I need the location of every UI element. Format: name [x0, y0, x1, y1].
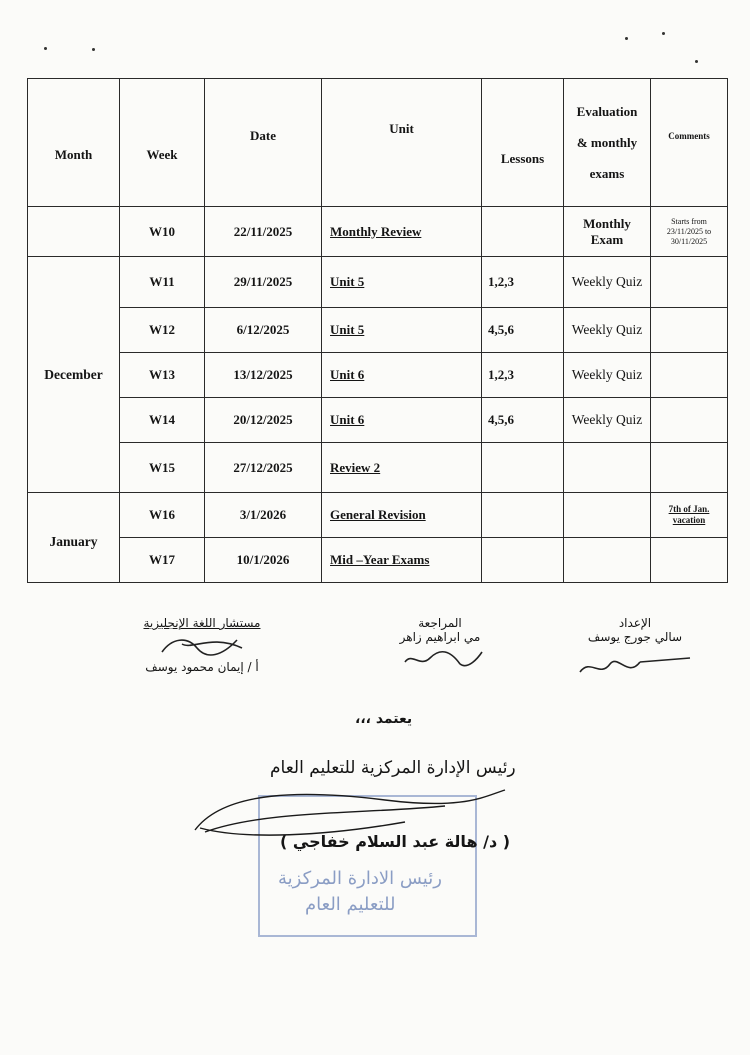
header-evaluation — [564, 79, 651, 207]
scan-speck — [92, 48, 95, 51]
header-evaluation-line3: exams — [589, 166, 625, 181]
cell-unit: Mid –Year Exams — [322, 538, 482, 583]
cell-week: W15 — [120, 443, 205, 493]
cell-lessons — [482, 207, 564, 257]
cell-lessons — [482, 443, 564, 493]
cell-unit: Unit 5 — [322, 308, 482, 353]
header-evaluation-line1: Evaluation — [576, 104, 638, 119]
reviewer-title: المراجعة — [418, 616, 462, 630]
header-month: Month — [28, 79, 120, 207]
preparer-name: سالي جورج يوسف — [587, 630, 683, 644]
cell-date: 3/1/2026 — [205, 493, 322, 538]
cell-date: 13/12/2025 — [205, 353, 322, 398]
table-row — [28, 257, 728, 308]
cell-lessons: 1,2,3 — [482, 353, 564, 398]
table-row — [28, 398, 728, 443]
cell-evaluation — [564, 538, 651, 583]
cell-evaluation: Weekly Quiz — [564, 257, 651, 308]
cell-week: W12 — [120, 308, 205, 353]
cell-week: W10 — [120, 207, 205, 257]
cell-lessons: 1,2,3 — [482, 257, 564, 308]
scan-speck — [625, 37, 628, 40]
cell-week: W17 — [120, 538, 205, 583]
header-evaluation-line2: & monthly — [576, 135, 638, 150]
cell-date: 10/1/2026 — [205, 538, 322, 583]
english-advisor-title: مستشار اللغة الإنجليزية — [143, 616, 261, 630]
header-comments: Comments — [651, 79, 728, 207]
signature-english-advisor — [132, 616, 272, 674]
table-row — [28, 538, 728, 583]
cell-lessons — [482, 538, 564, 583]
cell-month: January — [28, 493, 120, 583]
reviewer-signature — [390, 644, 490, 674]
header-week: Week — [120, 79, 205, 207]
cell-week: W14 — [120, 398, 205, 443]
reviewer-name: مي ابراهيم زاهر — [399, 630, 481, 644]
scan-speck — [662, 32, 665, 35]
cell-comments — [651, 398, 728, 443]
cell-comments: Starts from 23/11/2025 to 30/11/2025 — [651, 207, 728, 257]
cell-evaluation: Weekly Quiz — [564, 353, 651, 398]
cell-evaluation — [564, 443, 651, 493]
header-unit: Unit — [322, 79, 482, 207]
cell-evaluation: Weekly Quiz — [564, 308, 651, 353]
cell-month: December — [28, 257, 120, 493]
scan-speck — [695, 60, 698, 63]
cell-unit: Unit 6 — [322, 353, 482, 398]
signature-reviewer — [380, 616, 500, 674]
table-row — [28, 443, 728, 493]
approval-label: يعتمد ،،، — [355, 711, 413, 727]
cell-date: 27/12/2025 — [205, 443, 322, 493]
cell-unit: General Revision — [322, 493, 482, 538]
preparer-title: الإعداد — [618, 616, 652, 630]
cell-lessons — [482, 493, 564, 538]
cell-date: 29/11/2025 — [205, 257, 322, 308]
cell-week: W13 — [120, 353, 205, 398]
cell-lessons: 4,5,6 — [482, 398, 564, 443]
cell-unit: Unit 6 — [322, 398, 482, 443]
cell-comments — [651, 538, 728, 583]
table-header-row — [28, 79, 728, 207]
english-advisor-name: أ / إيمان محمود يوسف — [145, 660, 259, 674]
table-row — [28, 207, 728, 257]
header-lessons: Lessons — [482, 79, 564, 207]
cell-date: 20/12/2025 — [205, 398, 322, 443]
signature-preparer — [565, 616, 705, 684]
cell-unit: Unit 5 — [322, 257, 482, 308]
header-date: Date — [205, 79, 322, 207]
scan-speck — [44, 47, 47, 50]
schedule-table — [27, 78, 728, 583]
table-row — [28, 493, 728, 538]
table-row — [28, 353, 728, 398]
cell-week: W11 — [120, 257, 205, 308]
cell-comments: 7th of Jan. vacation — [651, 493, 728, 538]
cell-week: W16 — [120, 493, 205, 538]
cell-evaluation: Monthly Exam — [564, 207, 651, 257]
cell-comments — [651, 308, 728, 353]
cell-unit: Monthly Review — [322, 207, 482, 257]
cell-comments — [651, 353, 728, 398]
preparer-signature — [570, 644, 700, 684]
head-title: رئيس الإدارة المركزية للتعليم العام — [270, 758, 516, 778]
cell-month — [28, 207, 120, 257]
stamp-line2: للتعليم العام — [305, 894, 396, 915]
head-name: ( د/ هالة عبد السلام خفاجي ) — [280, 832, 511, 851]
cell-comments — [651, 257, 728, 308]
cell-comments — [651, 443, 728, 493]
english-advisor-signature — [142, 630, 262, 660]
cell-date: 6/12/2025 — [205, 308, 322, 353]
stamp-line1: رئيس الادارة المركزية — [278, 868, 442, 889]
cell-unit: Review 2 — [322, 443, 482, 493]
cell-lessons: 4,5,6 — [482, 308, 564, 353]
cell-date: 22/11/2025 — [205, 207, 322, 257]
cell-evaluation — [564, 493, 651, 538]
cell-evaluation: Weekly Quiz — [564, 398, 651, 443]
table-row — [28, 308, 728, 353]
